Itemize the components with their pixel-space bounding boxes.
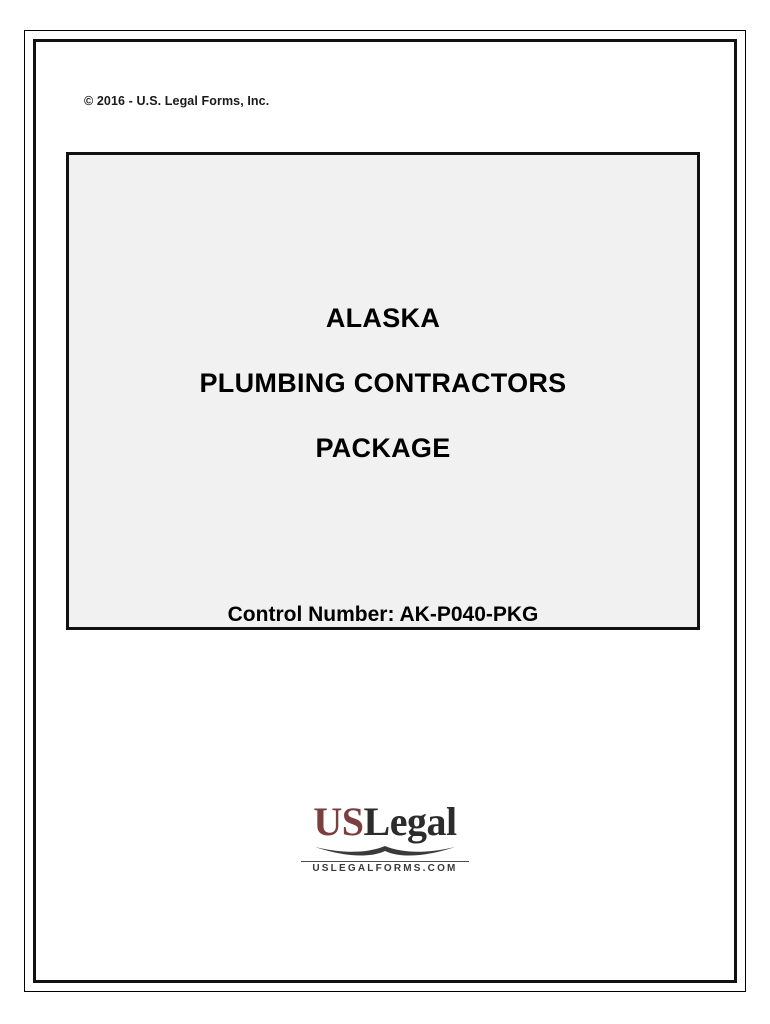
title-line-type: PACKAGE: [315, 433, 451, 463]
document-title: [69, 305, 697, 462]
title-line-state: ALASKA: [325, 303, 441, 333]
control-number: Control Number: AK-P040-PKG: [227, 603, 539, 626]
uslegal-logo: [36, 799, 734, 874]
title-line-category: PLUMBING CONTRACTORS: [199, 368, 567, 398]
logo-tagline: USLEGALFORMS.COM: [312, 863, 458, 874]
document-page-border: [33, 39, 737, 983]
logo-word-legal: Legal: [363, 799, 457, 844]
title-panel: [66, 152, 700, 630]
logo-wordmark: [36, 799, 734, 844]
swoosh-icon: [36, 844, 734, 858]
logo-word-us: US: [313, 799, 364, 844]
logo-divider: [301, 861, 469, 862]
document-page: [24, 30, 746, 992]
copyright-notice: © 2016 - U.S. Legal Forms, Inc.: [84, 94, 270, 108]
